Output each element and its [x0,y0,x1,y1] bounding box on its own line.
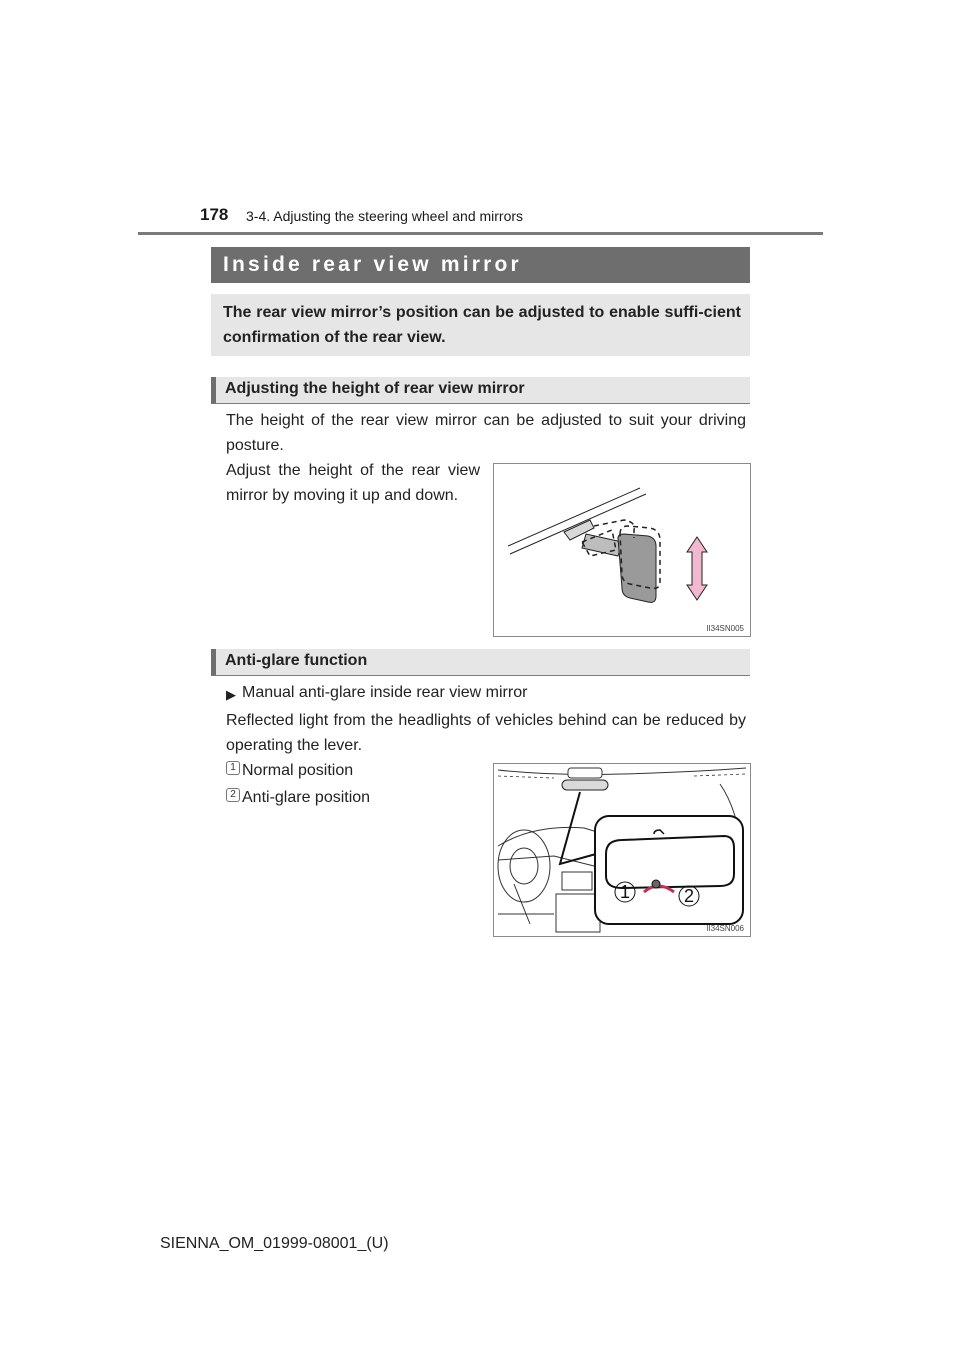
anti-glare-illustration [493,763,751,937]
subheading-anti-glare [211,649,750,676]
chapter-title: 3-4. Adjusting the steering wheel and mirrors [246,208,524,224]
mirror-height-drawing [494,464,750,636]
anti-glare-paragraph: Reflected light from the headlights of vehicles behind can be reduced by operating the lever. [226,712,746,754]
figure-code: II34SN006 [706,924,744,933]
page-number: 178 [200,205,229,224]
callout-2: 2 [684,886,695,906]
figure-code: II34SN005 [706,624,744,633]
document-id: SIENNA_OM_01999-08001_(U) [160,1235,389,1252]
bullet-text: Manual anti-glare inside rear view mirror [242,684,528,701]
subheading-anti-glare-label: Anti-glare function [225,652,368,669]
intro-text: The rear view mirror’s position can be adjusted to enable suffi-cient confirmation of the rear view. [223,304,741,346]
section-banner [211,247,750,283]
callout-1: 1 [620,882,631,902]
height-adjust-instruction: Adjust the height of the rear view mirror by moving it up and down. [226,462,480,504]
mirror-height-illustration [493,463,751,637]
section-title: Inside rear view mirror [223,253,522,276]
number-badge-1: 1 [226,761,240,775]
list-item-anti-glare-position: Anti-glare position [242,789,371,806]
dashboard-mirror-drawing [494,764,750,936]
subheading-height-adjust-label: Adjusting the height of rear view mirror [225,380,525,397]
subheading-height-adjust [211,377,750,404]
header-divider [138,232,823,235]
height-adjust-paragraph: The height of the rear view mirror can be adjusted to suit your driving posture. [226,412,746,454]
intro-box [211,294,750,356]
triangle-bullet-icon: ▶ [226,687,236,702]
list-item-normal-position: Normal position [242,762,354,779]
number-badge-2: 2 [226,788,240,802]
position-list [226,758,486,818]
